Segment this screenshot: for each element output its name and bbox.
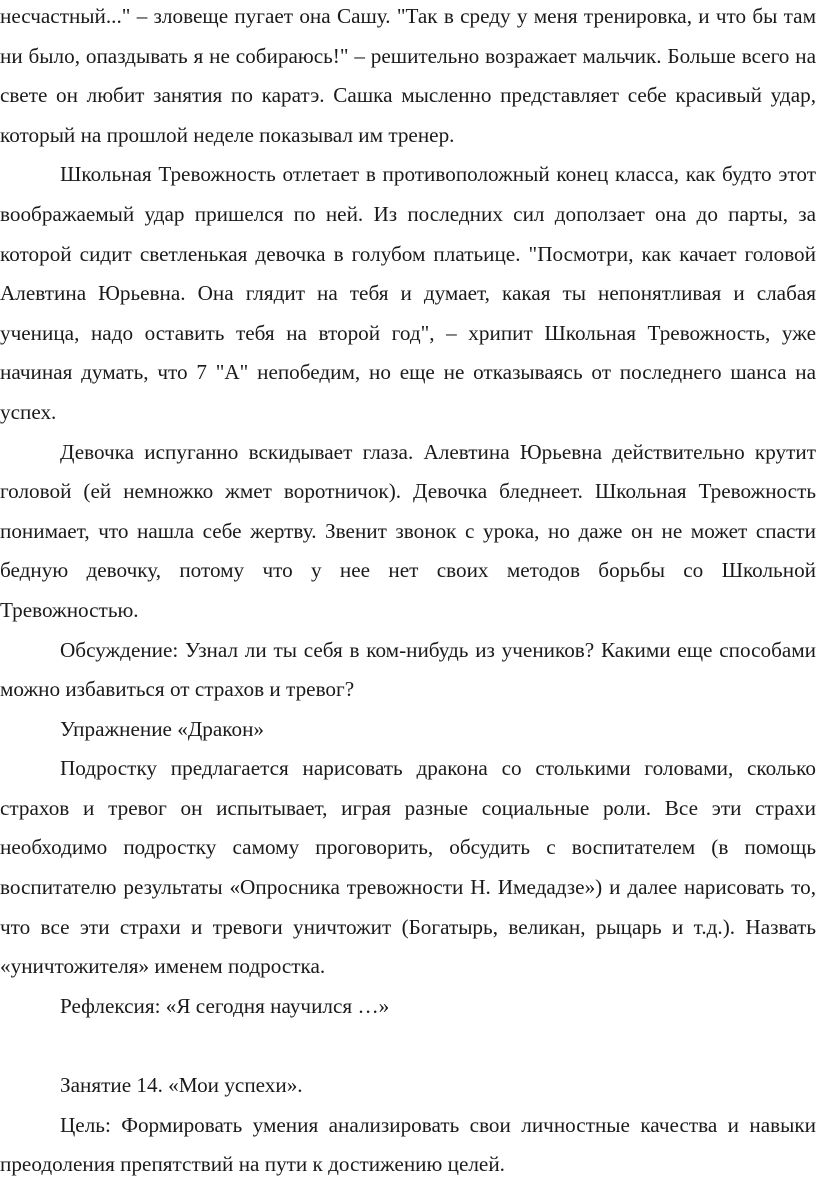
paragraph-story-girl: Девочка испуганно вскидывает глаза. Алевтина Юрьевна действительно крутит головой (ей немножко жмет воротничок). Девочка бледнеет. Школьная Тревожность понимает, что нашла себе жертву. Звенит звонок с урока, но даже он не может спасти бедную девочку, потому что у нее нет своих методов борьбы со Школьной Тревожностью.	[0, 439, 816, 622]
paragraph-exercise-description: Подростку предлагается нарисовать дракона со столькими головами, сколько страхов и тревог он испытывает, играя разные социальные роли. Все эти страхи необходимо подростку самому проговорить, обсудить с воспитателем (в помощь воспитателю результаты «Опросника тревожности Н. Имедадзе») и далее нарисовать то, что все эти страхи и тревоги уничтожит (Богатырь, великан, рыцарь и т.д.). Назвать «уничтожителя» именем подростка.	[0, 756, 816, 979]
paragraph-reflection: Рефлексия: «Я сегодня научился …»	[60, 993, 390, 1018]
paragraph-discussion: Обсуждение: Узнал ли ты себя в ком-нибудь из учеников? Какими еще способами можно избавиться от страхов и тревог?	[0, 637, 816, 702]
paragraph-story-continuation: несчастный..." – зловеще пугает она Сашу. "Так в среду у меня тренировка, и что бы там ни было, опаздывать я не собираюсь!" – решительно возражает мальчик. Больше всего на свете он любит занятия по каратэ. Сашка мысленно представляет себе красивый удар, который на прошлой неделе показывал им тренер.	[0, 4, 816, 147]
lesson-title: Занятие 14. «Мои успехи».	[60, 1073, 303, 1098]
paragraph-lesson-goal: Цель: Формировать умения анализировать свои личностные качества и навыки преодоления препятствий на пути к достижению целей.	[0, 1112, 816, 1177]
paragraph-story-anxiety-flees: Школьная Тревожность отлетает в противоположный конец класса, как будто этот воображаемый удар пришелся по ней. Из последних сил доползает она до парты, за которой сидит светленькая девочка в голубом платьице. "Посмотри, как качает головой Алевтина Юрьевна. Она глядит на тебя и думает, какая ты непонятливая и слабая ученица, надо оставить тебя на второй год", – хрипит Школьная Тревожность, уже начиная думать, что 7 "А" непобедим, но еще не отказываясь от последнего шанса на успех.	[0, 162, 816, 424]
exercise-title: Упражнение «Дракон»	[60, 716, 265, 741]
blank-line	[0, 1026, 816, 1066]
